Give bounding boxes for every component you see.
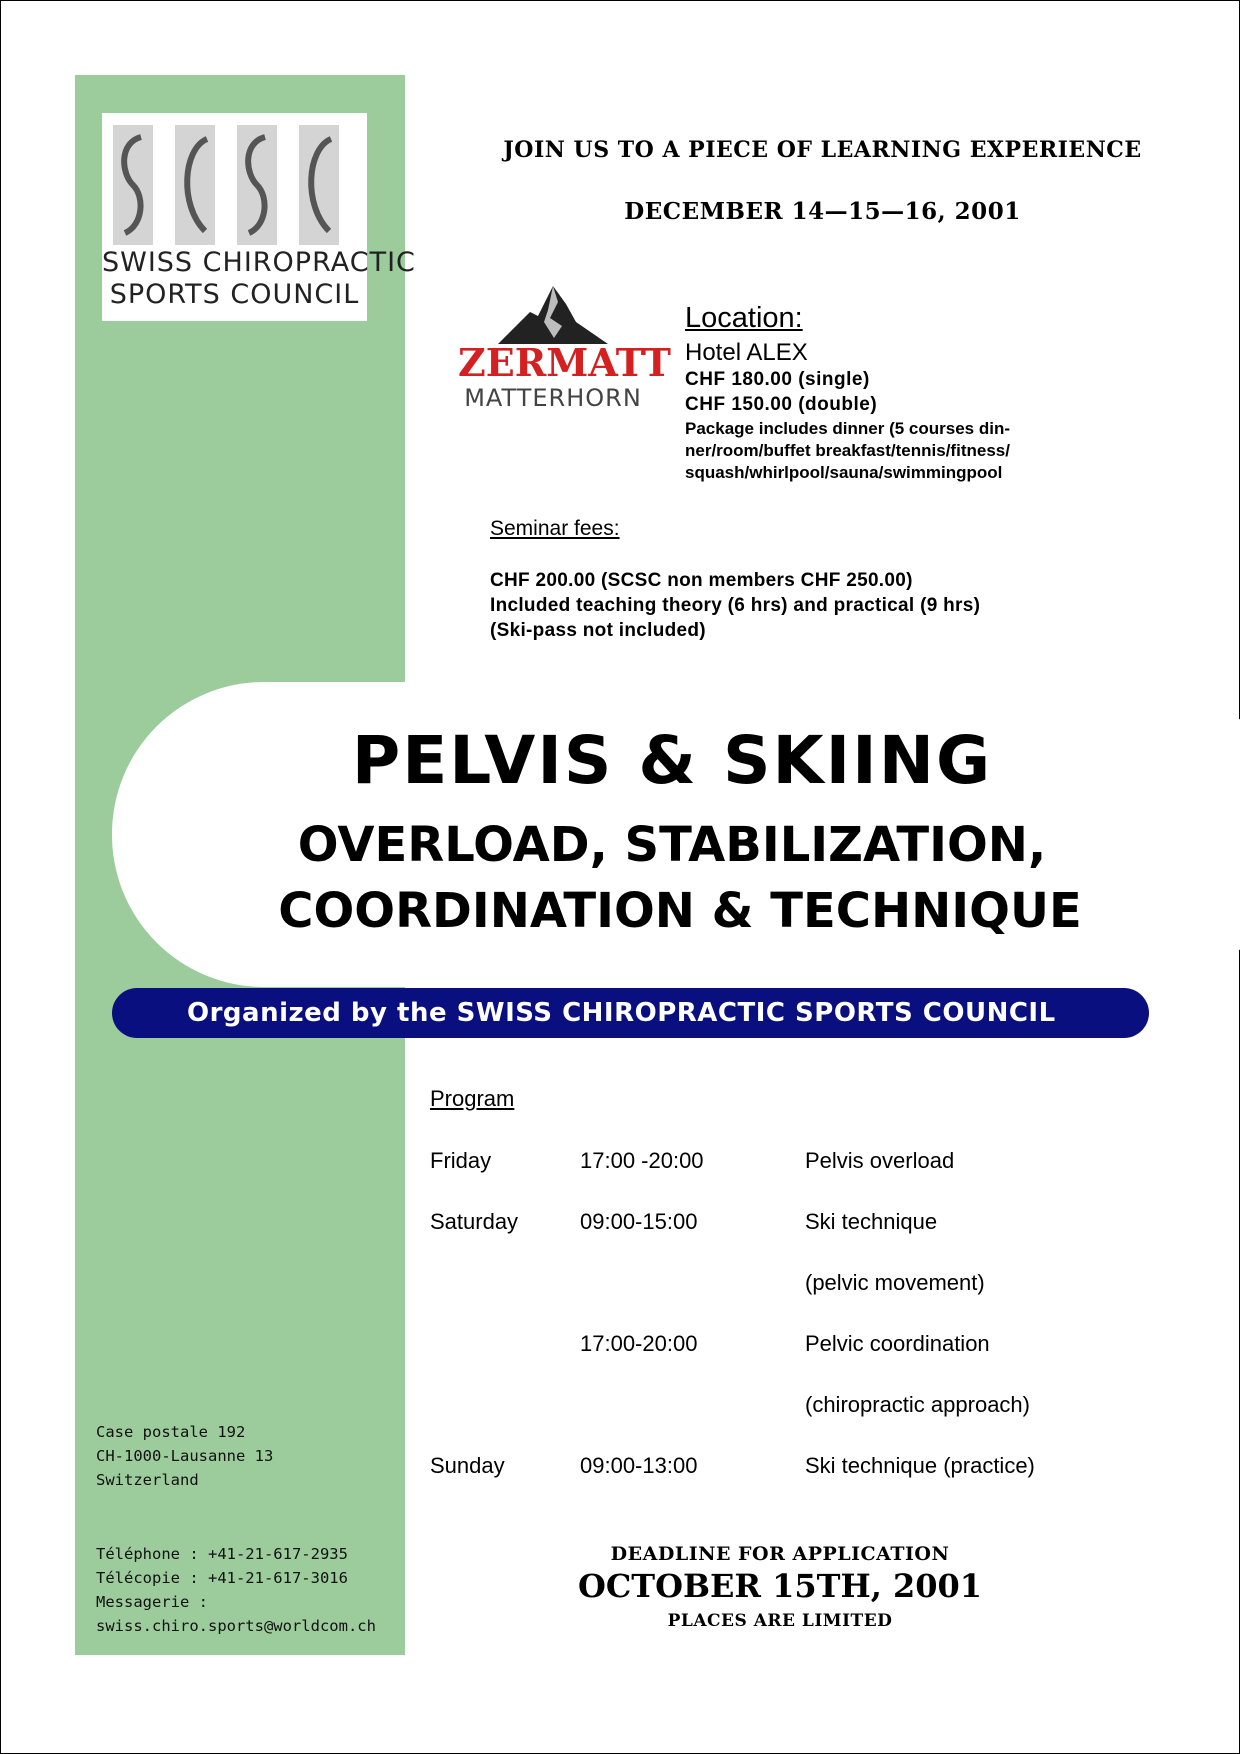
main-title: PELVIS & SKIING [351, 722, 993, 799]
organizer-banner [112, 988, 1149, 1038]
tagline: JOIN US TO A PIECE OF LEARNING EXPERIENCE [503, 137, 1142, 163]
address-line-2: CH-1000-Lausanne 13 [96, 1447, 274, 1465]
package-line-2: ner/room/buffet breakfast/tennis/fitness/ [685, 441, 1010, 460]
subtitle-line-1: OVERLOAD, STABILIZATION, [297, 817, 1047, 873]
phone-number: Téléphone : +41-21-617-2935 [96, 1545, 348, 1563]
program-topic: Pelvic coordination [805, 1331, 990, 1356]
program-day: Sunday [430, 1453, 505, 1478]
organizer-text: Organized by the SWISS CHIROPRACTIC SPORTS COUNCIL [187, 998, 1056, 1028]
logo-line-1: SWISS CHIROPRACTIC [102, 247, 416, 278]
location-hotel: Hotel ALEX [685, 339, 808, 366]
program-time: 09:00-13:00 [580, 1453, 698, 1478]
location-title: Location: [685, 302, 803, 334]
price-single: CHF 180.00 (single) [685, 369, 870, 390]
package-description [685, 418, 1085, 484]
program-time: 09:00-15:00 [580, 1209, 698, 1234]
package-line-1: Package includes dinner (5 courses din- [685, 419, 1010, 438]
program-topic: Ski technique [805, 1209, 938, 1234]
matterhorn-logo-text: MATTERHORN [464, 384, 642, 412]
package-line-3: squash/whirlpool/sauna/swimmingpool [685, 463, 1003, 482]
zermatt-logo-text: ZERMATT [458, 340, 671, 385]
program-time: 17:00 -20:00 [580, 1148, 704, 1173]
scsc-logo [102, 113, 416, 321]
deadline-label: DEADLINE FOR APPLICATION [610, 1543, 950, 1565]
messagerie-label: Messagerie : [96, 1593, 208, 1611]
program-day: Friday [430, 1148, 492, 1173]
email-address: swiss.chiro.sports@worldcom.ch [96, 1617, 376, 1635]
places-limited-note: PLACES ARE LIMITED [667, 1611, 893, 1631]
program-topic: Pelvis overload [805, 1148, 955, 1173]
program-topic: (pelvic movement) [805, 1270, 985, 1295]
logo-line-2: SPORTS COUNCIL [109, 279, 360, 310]
fees-line-3: (Ski-pass not included) [490, 620, 706, 641]
address-line-1: Case postale 192 [96, 1423, 246, 1441]
deadline-date: OCTOBER 15TH, 2001 [577, 1567, 983, 1605]
program-time: 17:00-20:00 [580, 1331, 698, 1356]
fax-number: Télécopie : +41-21-617-3016 [96, 1569, 348, 1587]
logo-letter-c-2 [299, 125, 339, 245]
price-double: CHF 150.00 (double) [685, 394, 878, 415]
logo-letter-c-1 [175, 125, 215, 245]
program-day: Saturday [430, 1209, 519, 1234]
logo-letter-s-1 [113, 125, 153, 245]
subtitle-line-2: COORDINATION & TECHNIQUE [278, 883, 1082, 939]
program-topic: Ski technique (practice) [805, 1453, 1035, 1478]
fees-line-1: CHF 200.00 (SCSC non members CHF 250.00) [490, 570, 913, 591]
event-dates: DECEMBER 14—15—16, 2001 [624, 198, 1021, 225]
fees-line-2: Included teaching theory (6 hrs) and practical (9 hrs) [490, 595, 981, 616]
address-line-3: Switzerland [96, 1471, 199, 1489]
program-title: Program [430, 1086, 515, 1111]
logo-letter-s-2 [237, 125, 277, 245]
program-topic: (chiropractic approach) [805, 1392, 1030, 1417]
fees-title: Seminar fees: [490, 517, 620, 540]
